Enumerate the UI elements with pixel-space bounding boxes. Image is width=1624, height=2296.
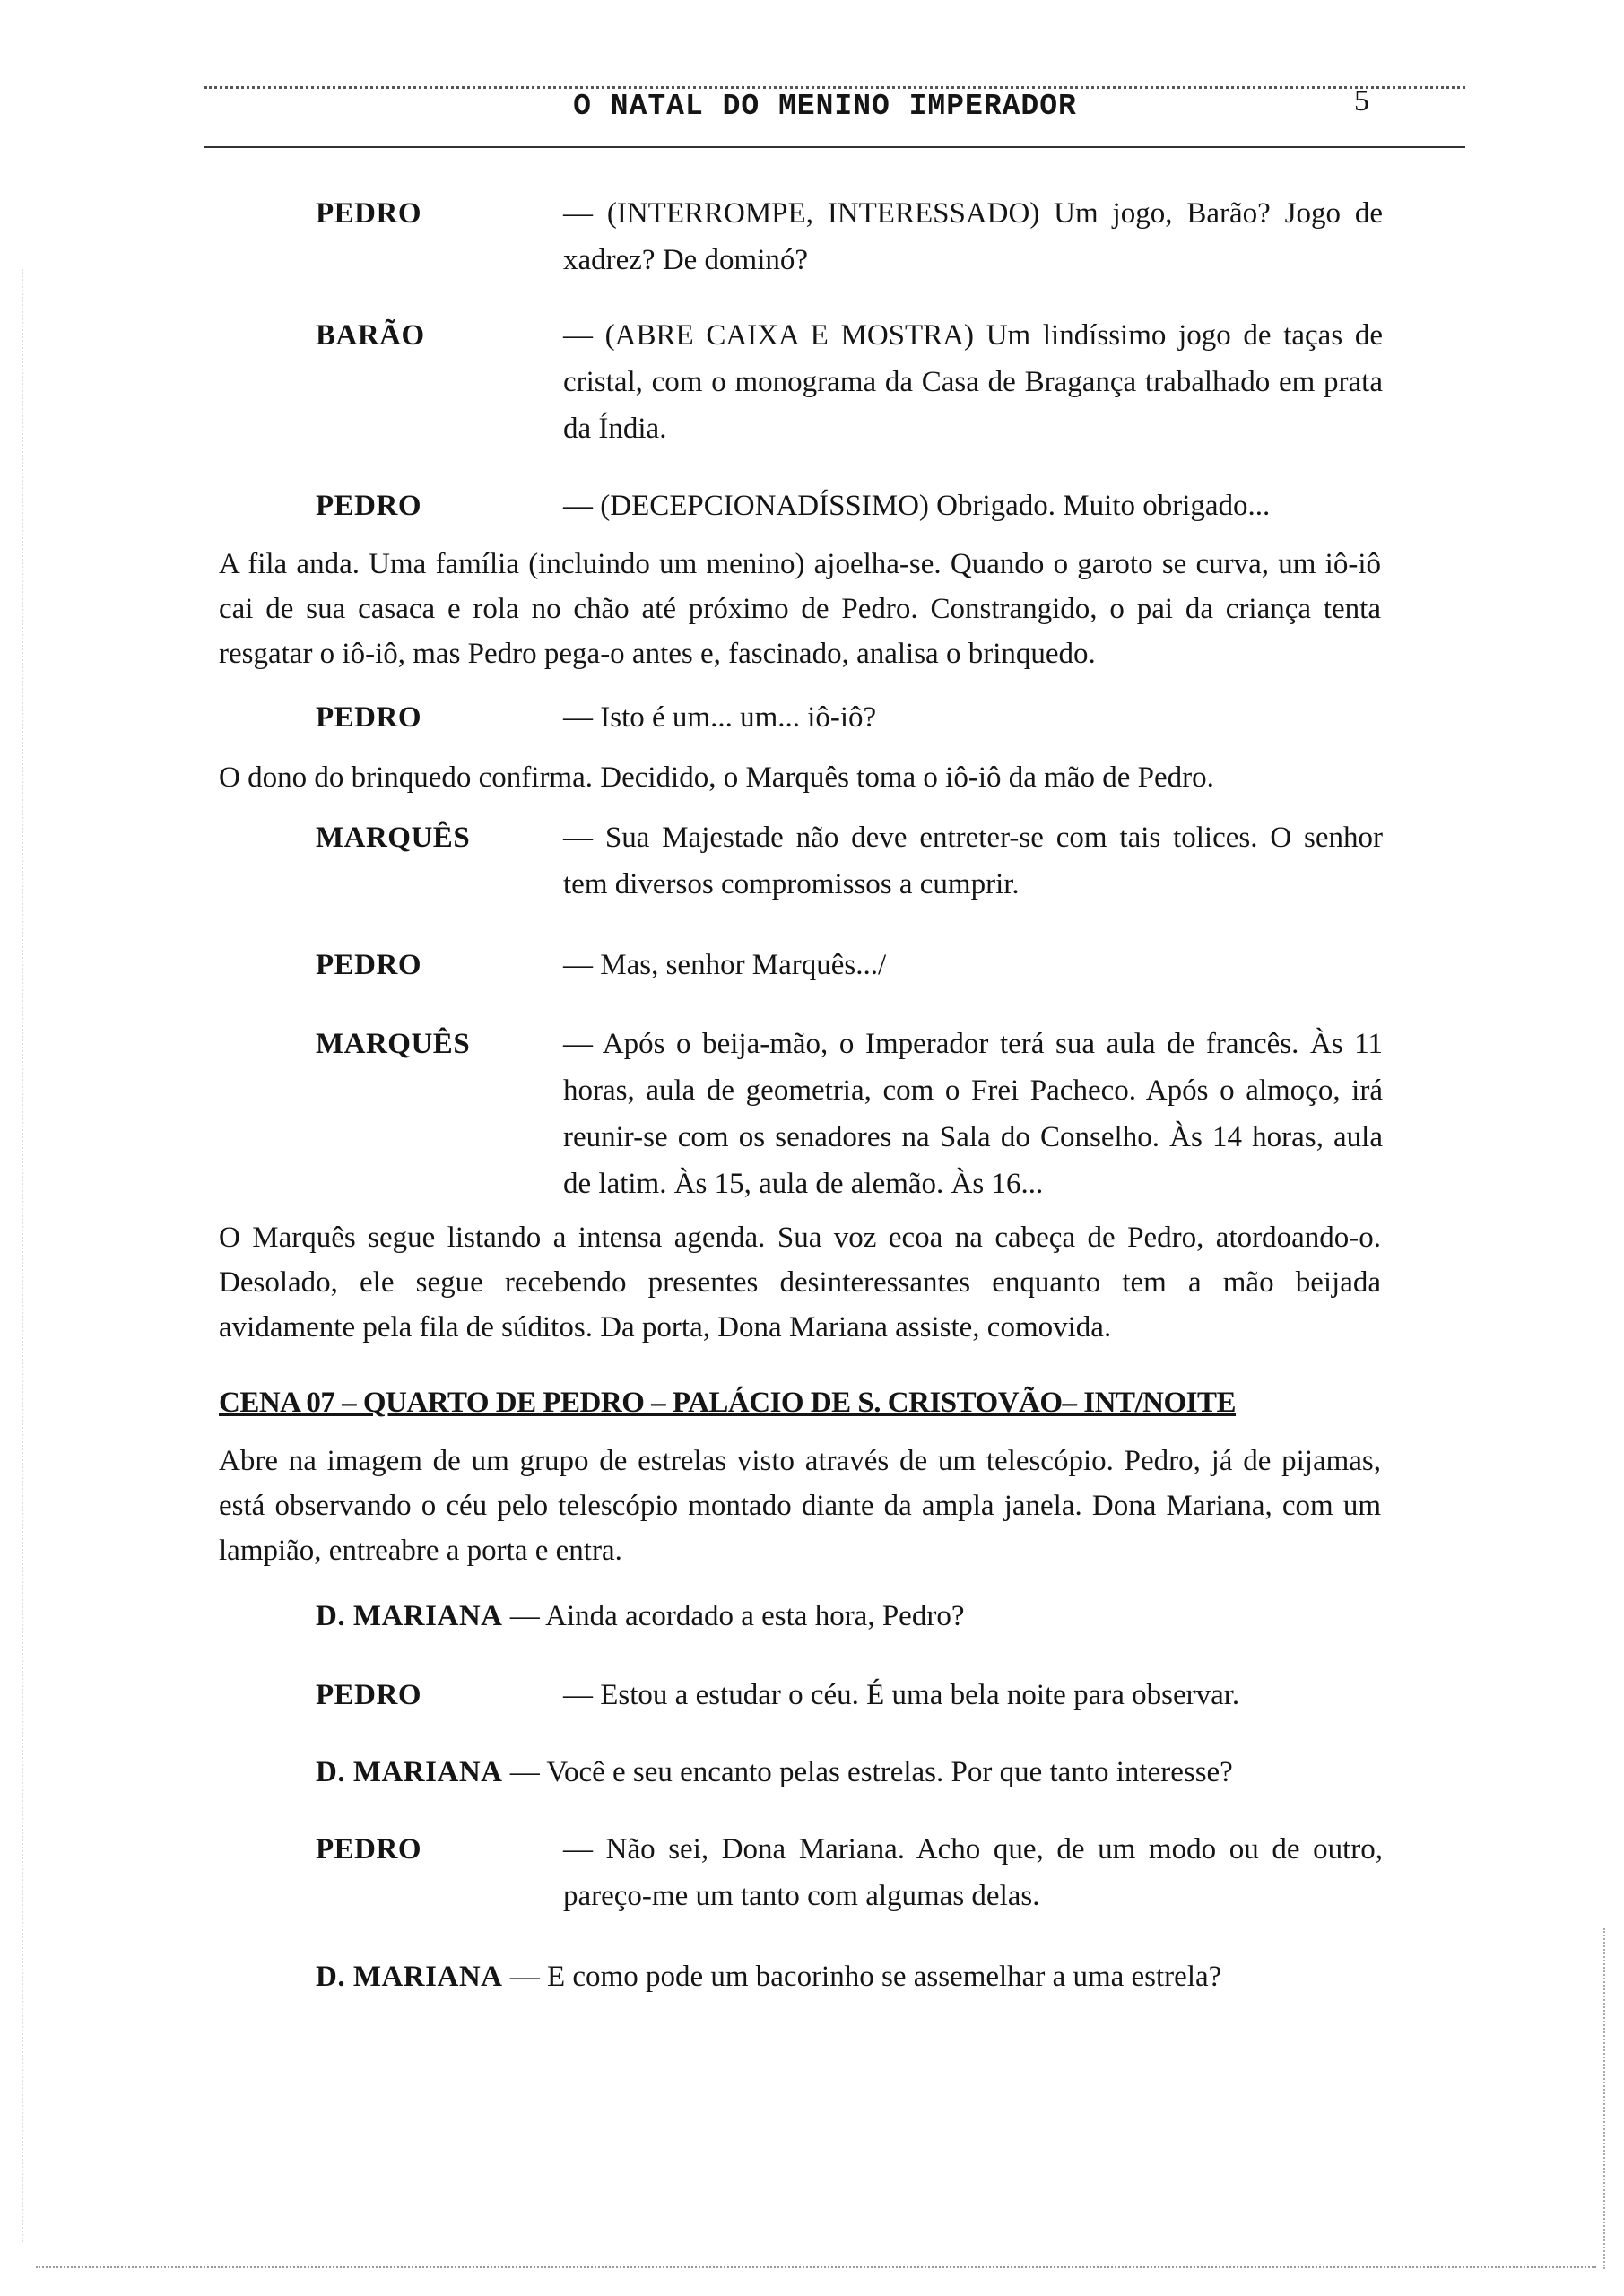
header-rule-top xyxy=(204,86,1465,89)
speaker-name: D. MARIANA xyxy=(316,1756,503,1788)
speaker-name: PEDRO xyxy=(316,1679,421,1711)
dialogue-marques-2 xyxy=(316,1021,1383,1207)
dialogue-pedro-5 xyxy=(316,1672,1383,1718)
header-rule-bottom xyxy=(204,146,1465,148)
dialogue-line: — Ainda acordado a esta hora, Pedro? xyxy=(509,1600,965,1632)
speaker-name: PEDRO xyxy=(316,490,421,522)
speaker-name: MARQUÊS xyxy=(316,1028,471,1060)
speaker-name: PEDRO xyxy=(316,1833,421,1866)
scene-heading: CENA 07 – QUARTO DE PEDRO – PALÁCIO DE S. CRISTOVÃO– INT/NOITE xyxy=(219,1387,1237,1419)
speaker-name: PEDRO xyxy=(316,949,421,981)
dialogue-pedro-2 xyxy=(316,483,1383,529)
dialogue-marques-1 xyxy=(316,814,1383,908)
dialogue-line: — (DECEPCIONADÍSSIMO) Obrigado. Muito obrigado... xyxy=(563,490,1271,522)
dialogue-line: — Após o beija-mão, o Imperador terá sua aula de francês. Às 11 horas, aula de geometria, com o Frei Pacheco. Após o almoço, irá reunir-se com os senadores na Sala do Conselho. Às 14 horas, aula de latim. Às 15, aula de alemão. Às 16... xyxy=(563,1028,1383,1200)
page-number: 5 xyxy=(1354,84,1369,117)
dialogue-mariana-3 xyxy=(316,1953,1383,2000)
dialogue-pedro-1 xyxy=(316,190,1383,283)
dialogue-line: — E como pode um bacorinho se assemelhar a uma estrela? xyxy=(509,1961,1222,1993)
scan-edge-left xyxy=(22,269,23,2242)
stage-direction: O Marquês segue listando a intensa agenda. Sua voz ecoa na cabeça de Pedro, atordoando-o. Desolado, ele segue recebendo presentes desinteressantes enquanto tem a mão beijada avidamente pela fila de súditos. Da porta, Dona Mariana assiste, comovida. xyxy=(219,1222,1381,1344)
scan-edge-right xyxy=(1603,1928,1605,2269)
stage-direction: A fila anda. Uma família (incluindo um menino) ajoelha-se. Quando o garoto se curva, um iô-iô cai de sua casaca e rola no chão até próximo de Pedro. Constrangido, o pai da criança tenta resgatar o iô-iô, mas Pedro pega-o antes e, fascinado, analisa o brinquedo. xyxy=(219,548,1381,670)
dialogue-line: — (INTERROMPE, INTERESSADO) Um jogo, Barão? Jogo de xadrez? De dominó? xyxy=(563,197,1383,276)
running-header-title: O NATAL DO MENINO IMPERADOR xyxy=(573,90,1077,123)
speaker-name: MARQUÊS xyxy=(316,822,471,854)
dialogue-line: — Isto é um... um... iô-iô? xyxy=(563,701,877,734)
stage-direction: Abre na imagem de um grupo de estrelas visto através de um telescópio. Pedro, já de pijamas, está observando o céu pelo telescópio montado diante da ampla janela. Dona Mariana, com um lampião, entreabre a porta e entra. xyxy=(219,1445,1381,1567)
dialogue-line: — Estou a estudar o céu. É uma bela noite para observar. xyxy=(563,1679,1240,1711)
dialogue-barao xyxy=(316,312,1383,452)
speaker-name: PEDRO xyxy=(316,197,421,230)
stage-direction: O dono do brinquedo confirma. Decidido, o Marquês toma o iô-iô da mão de Pedro. xyxy=(219,761,1214,794)
speaker-name: PEDRO xyxy=(316,701,421,734)
scan-edge-bottom xyxy=(36,2266,1596,2268)
dialogue-pedro-6 xyxy=(316,1826,1383,1919)
speaker-name: D. MARIANA xyxy=(316,1961,503,1993)
dialogue-line: — Mas, senhor Marquês.../ xyxy=(563,949,887,981)
dialogue-pedro-4 xyxy=(316,942,1383,988)
dialogue-pedro-3 xyxy=(316,694,1383,741)
dialogue-line: — Sua Majestade não deve entreter-se com tais tolices. O senhor tem diversos compromissos a cumprir. xyxy=(563,822,1383,900)
dialogue-line: — Não sei, Dona Mariana. Acho que, de um modo ou de outro, pareço-me um tanto com algumas delas. xyxy=(563,1833,1383,1912)
speaker-name: D. MARIANA xyxy=(316,1600,503,1632)
dialogue-line: — (ABRE CAIXA E MOSTRA) Um lindíssimo jogo de taças de cristal, com o monograma da Casa de Bragança trabalhado em prata da Índia. xyxy=(563,319,1383,445)
dialogue-line: — Você e seu encanto pelas estrelas. Por que tanto interesse? xyxy=(509,1756,1233,1788)
speaker-name: BARÃO xyxy=(316,319,425,352)
dialogue-mariana-1 xyxy=(316,1593,1383,1639)
dialogue-mariana-2 xyxy=(316,1749,1383,1796)
